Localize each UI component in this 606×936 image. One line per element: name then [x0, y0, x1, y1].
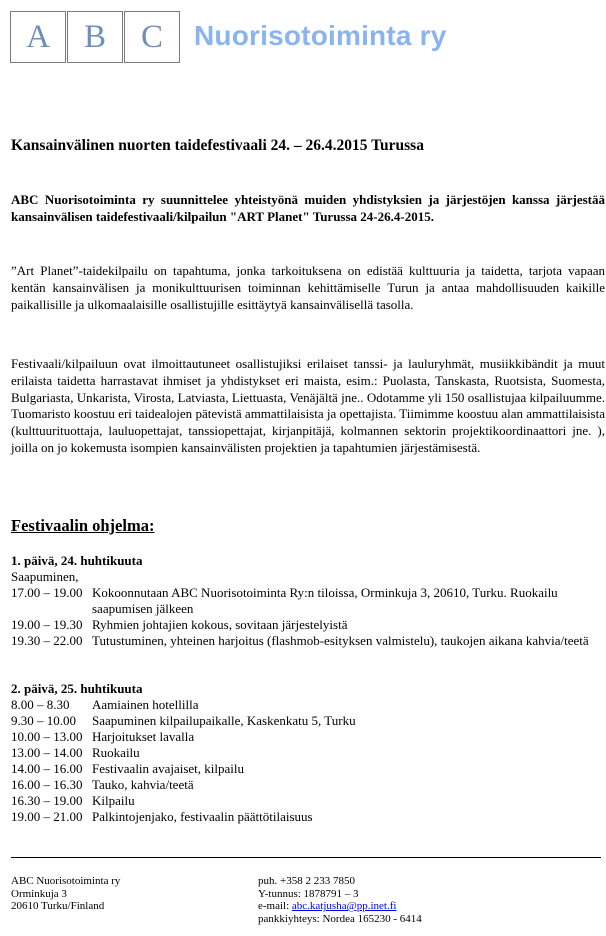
- paragraph-2: Festivaali/kilpailuun ovat ilmoittautuneet osallistujiksi erilaiset tanssi- ja lauluryhmät, musiikkibändit ja muut erilaista taidetta harrastavat ihmiset ja yhdistykset eri maista, esim.: Puolasta, Tanskasta, Ruotsista, Suomesta, Bulgariasta, Unkarista, Virosta, Latviasta, Liettuasta, Venäjältä jne.. Odotamme yli 150 osallistujaa kilpailuumme. Tuomaristo koostuu eri taidealojen pätevistä ammattilaisista ja opettajista. Tiimimme koostuu alan ammattilaisista (kulttuurituottaja, lauluopettajat, tanssiopettajat, kirjanpitäjä, kolmannen sektorin projektikoordinaattori jne. ), joilla on jo kokemusta isompien kansainvälisten projektien ja tapahtumien järjestämisestä.: [11, 356, 605, 455]
- footer-email-line: [258, 900, 422, 913]
- logo-letter-b: B: [67, 11, 123, 63]
- program-day-2: [11, 681, 605, 825]
- logo-letter-a: A: [10, 11, 66, 63]
- schedule-time: 19.00 – 19.30: [11, 617, 83, 632]
- schedule-desc: Harjoitukset lavalla: [92, 729, 195, 744]
- document-title: Kansainvälinen nuorten taidefestivaali 24. – 26.4.2015 Turussa: [11, 137, 424, 154]
- schedule-row: [11, 713, 605, 729]
- schedule-desc: Aamiainen hotellilla: [92, 697, 199, 712]
- schedule-desc: Festivaalin avajaiset, kilpailu: [92, 761, 244, 776]
- schedule-row: [11, 585, 605, 617]
- logo: [10, 11, 181, 63]
- schedule-time: 19.30 – 22.00: [11, 633, 83, 648]
- schedule-time: 16.30 – 19.00: [11, 793, 83, 808]
- schedule-time: 17.00 – 19.00: [11, 585, 83, 600]
- footer-bank: pankkiyhteys: Nordea 165230 - 6414: [258, 912, 422, 925]
- program-day-1: [11, 553, 605, 649]
- schedule-time: 13.00 – 14.00: [11, 745, 83, 760]
- schedule-time: 19.00 – 21.00: [11, 809, 83, 824]
- schedule-desc: Kilpailu: [92, 793, 135, 808]
- day-title: 2. päivä, 25. huhtikuuta: [11, 681, 143, 696]
- schedule-time: 10.00 – 13.00: [11, 729, 83, 744]
- org-name: Nuorisotoiminta ry: [194, 20, 447, 51]
- schedule-row: [11, 761, 605, 777]
- footer-address: [11, 875, 120, 913]
- schedule-desc: Palkintojenjako, festivaalin päättötilaisuus: [92, 809, 313, 824]
- schedule-row: [11, 777, 605, 793]
- footer-email-label: e-mail:: [258, 900, 292, 913]
- paragraph-1: ”Art Planet”-taidekilpailu on tapahtuma, jonka tarkoituksena on edistää kulttuuria ja taidetta, tarjota vapaan kentän kansainvälisen ja monikulttuurisen toiminnan kehittämiselle Turun ja antaa mahdollisuuden kaikille paikallisille ja ulkomaalaisille osallistujille esittäytyä kansainvälisellä tasolla.: [11, 263, 605, 312]
- footer-contact: [258, 875, 422, 925]
- schedule-time: 8.00 – 8.30: [11, 697, 70, 712]
- day-title: 1. päivä, 24. huhtikuuta: [11, 553, 143, 568]
- schedule-row: [11, 793, 605, 809]
- schedule-time: 14.00 – 16.00: [11, 761, 83, 776]
- footer-business-id: Y-tunnus: 1878791 – 3: [258, 887, 359, 900]
- footer-org: ABC Nuorisotoiminta ry: [11, 875, 121, 887]
- schedule-desc: Tauko, kahvia/teetä: [92, 777, 194, 792]
- schedule-desc: Saapuminen kilpailupaikalle, Kaskenkatu 5, Turku: [92, 713, 356, 728]
- footer-street: Orminkuja 3: [11, 887, 67, 900]
- intro-paragraph: ABC Nuorisotoiminta ry suunnittelee yhteistyönä muiden yhdistyksien ja järjestöjen kanssa järjestää kansainvälisen taidefestivaali/kilpailun "ART Planet" Turussa 24-26.4-2015.: [11, 192, 605, 224]
- day-subtitle: Saapuminen,: [11, 569, 79, 584]
- program-title: Festivaalin ohjelma:: [11, 516, 155, 535]
- schedule-row: [11, 617, 605, 633]
- schedule-row: [11, 697, 605, 713]
- logo-letter-c: C: [124, 11, 180, 63]
- footer-divider: [11, 857, 601, 858]
- schedule-desc: Ruokailu: [92, 745, 140, 760]
- footer-phone: puh. +358 2 233 7850: [258, 875, 355, 887]
- schedule-row: [11, 633, 605, 649]
- footer-email-link[interactable]: abc.katjusha@pp.inet.fi: [291, 900, 397, 913]
- schedule-row: [11, 809, 605, 825]
- footer-city: 20610 Turku/Finland: [11, 900, 105, 913]
- schedule-desc: Tutustuminen, yhteinen harjoitus (flashmob-esityksen valmistelu), taukojen aikana kahvia/teetä: [92, 633, 589, 648]
- schedule-desc: Ryhmien johtajien kokous, sovitaan järjestelyistä: [92, 617, 348, 632]
- schedule-time: 9.30 – 10.00: [11, 713, 76, 728]
- schedule-time: 16.00 – 16.30: [11, 777, 83, 792]
- schedule-row: [11, 745, 605, 761]
- schedule-desc: Kokoonnutaan ABC Nuorisotoiminta Ry:n tiloissa, Orminkuja 3, 20610, Turku. Ruokailu saapumisen jälkeen: [92, 585, 558, 616]
- schedule-row: [11, 729, 605, 745]
